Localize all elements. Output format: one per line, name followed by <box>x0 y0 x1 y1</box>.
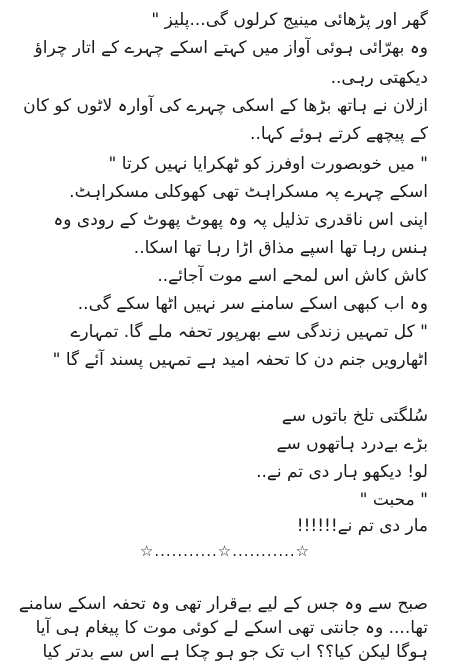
text-line: گھر اور پڑھائی مینیج کرلوں گی...پلیز " <box>151 10 428 30</box>
poem-line: مار دی تم نے!!!!!! <box>296 516 428 536</box>
poem-line: بڑے بےدرد ہاتھوں سے <box>276 434 428 454</box>
text-line: اپنی اس ناقدری تذلیل پہ وہ پھوٹ پھوٹ کے رودی وہ <box>53 210 428 230</box>
text-line: ازلان نے ہاتھ بڑھا کے اسکی چہرے کی آوارہ لاٹوں کو کان <box>23 96 428 116</box>
text-line: وہ اب کبھی اسکے سامنے سر نہیں اٹھا سکے گی.. <box>77 294 428 314</box>
text-line: وہ بھرّائی ہوئی آواز میں کہتے اسکے چہرے کے اتار چراؤ <box>34 38 428 58</box>
text-line: ہنس رہا تھا اسپے مذاق اڑا رہا تھا اسکا.. <box>133 238 428 258</box>
text-line: صبح سے وہ جس کے لیے بےقرار تھی وہ تحفہ اسکے سامنے <box>18 594 428 614</box>
poem-line: " محبت " <box>359 490 428 510</box>
poem-line: سُلگتی تلخ باتوں سے <box>281 406 428 426</box>
text-line: کاش کاش اس لمحے اسے موت آجائے.. <box>157 266 428 286</box>
text-line: اسکے چہرے پہ مسکراہٹ تھی کھوکلی مسکراہٹ. <box>69 182 428 202</box>
text-line: " میں خوبصورت اوفرز کو ٹھکرایا نہیں کرتا " <box>108 154 428 174</box>
text-line: ہوگا لیکن کیا؟؟ اب تک جو ہو چکا ہے اس سے بدتر کیا <box>42 642 428 662</box>
text-line: دیکھتی رہی.. <box>330 68 428 88</box>
text-line: کے پیچھے کرتے ہوئے کہا.. <box>250 124 428 144</box>
text-line: تھا.... وہ جانتی تھی اسکے لے کوئی موت کا پیغام ہی آیا <box>35 618 428 638</box>
poem-line: لو! دیکھو ہار دی تم نے.. <box>256 462 428 482</box>
section-separator: ☆...........☆...........☆ <box>139 542 311 560</box>
text-line: اٹھارویں جنم دن کا تحفہ امید ہے تمہیں پسند آئے گا " <box>52 350 428 370</box>
text-line: " کل تمہیں زندگی سے بھرپور تحفہ ملے گا. تمہارے <box>70 322 428 342</box>
